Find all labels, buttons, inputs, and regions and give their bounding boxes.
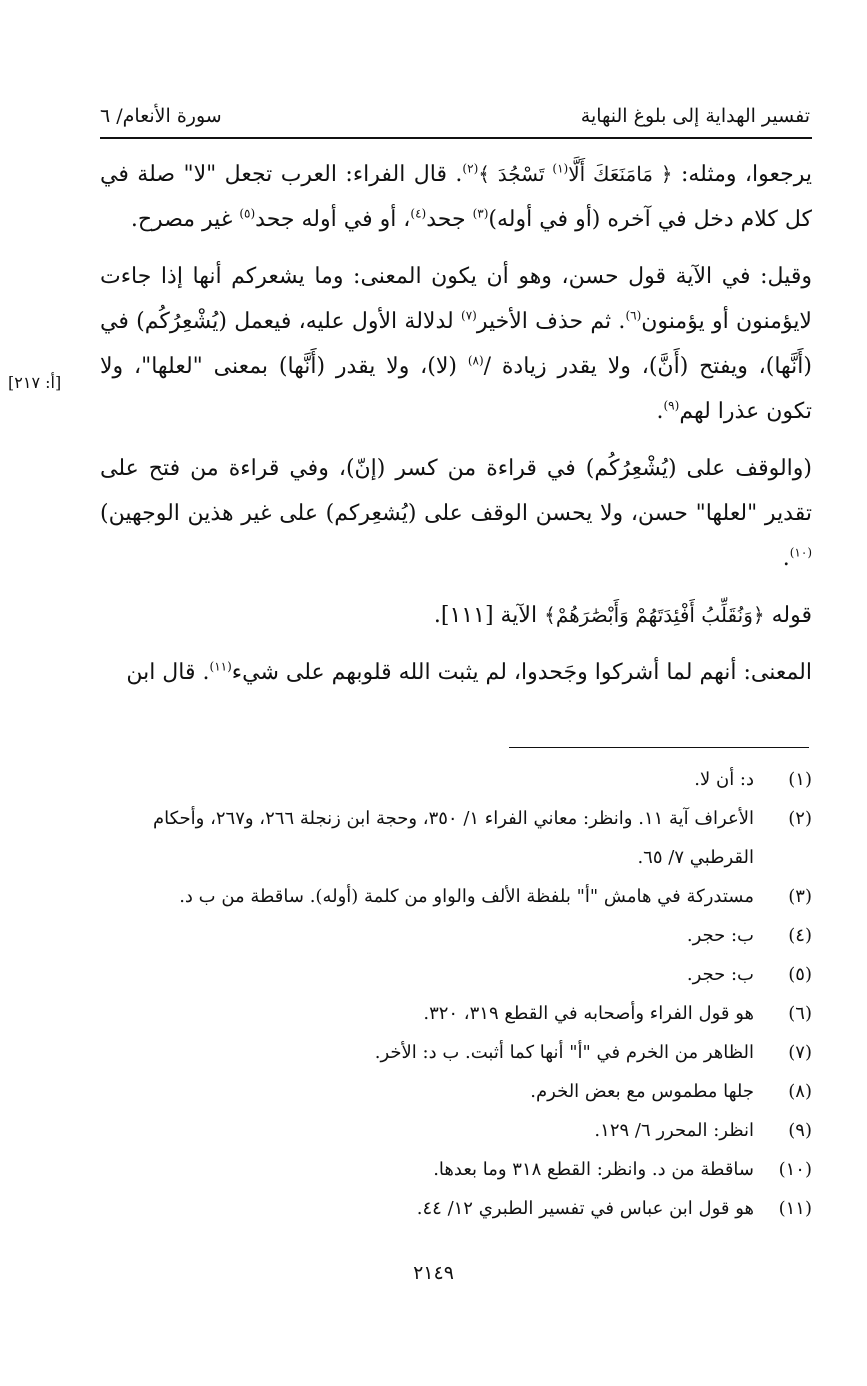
footnote-text: الظاهر من الخرم في "أ" أنها كما أثبت. ب د: الأخر. [374,1042,754,1063]
footnote-text: ب: حجر. [686,964,754,985]
footnote-text: مستدركة في هامش "أ" بلفظة الألف والواو من كلمة (أوله). ساقطة من ب د. [179,886,754,907]
paragraph: المعنى: أنهم لما أشركوا وجَحدوا، لم يثبت الله قلوبهم على شيء$^{(١١)}$. قال ابن [126,659,812,685]
footnote-number: (١) [788,769,812,790]
footnote-number: (٥) [788,964,812,985]
footnote-item [100,1111,812,1150]
body-text [100,152,812,695]
footnote-text: د: أن لا. [694,769,754,790]
footnote-item [100,994,812,1033]
footnote-item [100,916,812,955]
footnote-text: هو قول ابن عباس في تفسير الطبري ١٢/ ٤٤. [416,1198,754,1219]
footnote-number: (٣) [788,886,812,907]
paragraph: وقيل: في الآية قول حسن، وهو أن يكون المعنى: وما يشعركم أنها إذا جاءت لايؤمنون أو يؤمنون$^{(٦)}$. ثم حذف الأخير$^{(٧)}$ لدلالة الأول عليه، فيعمل (يُشْعِرُكُم) في (أَنَّها)، ويفتح (أَنَّ)، ولا يقدر زيادة /$^{(٨)}$ (لا)، ولا يقدر (أَنَّها) بمعنى "لعلها"، ولا تكون عذرا لهم$^{(٩)}$. [100,264,812,424]
footnote-item [100,799,812,877]
footnote-text: ساقطة من د. وانظر: القطع ٣١٨ وما بعدها. [433,1159,754,1180]
footnote-text: هو قول الفراء وأصحابه في القطع ٣١٩، ٣٢٠. [423,1003,754,1024]
footnote-ref[interactable]: (٥) [239,206,256,221]
footnote-item [100,1033,812,1072]
footnote-number: (١١) [778,1198,812,1219]
paragraph: يرجعوا، ومثله: ﴿ مَامَنَعَكَ أَلَّا$^{(١)}$ تَسْجُدَ ﴾$^{(٢)}$. قال الفراء: العرب تجعل "لا" صلة في كل كلام دخل في آخره (أو في أوله)$^{(٣)}$ جحد$^{(٤)}$، أو في أوله جحد$^{(٥)}$ غير مصرح. [100,161,812,232]
header-rule [100,137,812,139]
footnote-item [100,1072,812,1111]
footnote-item [100,760,812,799]
footnote-ref[interactable]: (١١) [209,659,232,674]
quran-verse: تَسْجُدَ ﴾ [478,162,553,186]
footnote-number: (٤) [788,925,812,946]
page-number: ٢١٤٩ [413,1262,454,1284]
footnote-ref[interactable]: (١) [552,161,569,176]
paragraph: قوله ﴿وَنُقَلِّبُ أَفْئِدَتَهُمْ وَأَبْصَٰرَهُمْ﴾ الآية [١١١]. [433,603,812,628]
footnote-ref[interactable]: (٧) [461,308,477,323]
footnote-text: الأعراف آية ١١. وانظر: معاني الفراء ١/ ٣٥٠، وحجة ابن زنجلة ٢٦٦، و٢٦٧، وأحكام القرطبي ٧/ ٦٥. [152,808,754,868]
footnotes-list [100,760,812,1228]
quran-verse: ﴿وَنُقَلِّبُ أَفْئِدَتَهُمْ وَأَبْصَٰرَهُمْ﴾ [544,603,765,627]
footnote-separator [509,747,809,748]
footnote-number: (١٠) [778,1159,812,1180]
paragraph: (والوقف على (يُشْعِرُكُم) في قراءة من كسر (إنّ)، وفي قراءة من فتح على تقدير "لعلها" حسن، ولا يحسن الوقف على (يُشعِركم) على غير هذين الوجهين)$^{(١٠)}$. [100,456,812,571]
book-title: تفسير الهداية إلى بلوغ النهاية [580,105,810,127]
surah-label: سورة الأنعام/ ٦ [100,105,222,127]
manuscript-margin-ref: [أ: ٢١٧] [8,373,62,392]
footnote-ref[interactable]: (٩) [663,398,680,413]
footnote-number: (٦) [788,1003,812,1024]
footnote-ref[interactable]: (٨) [467,353,484,368]
footnote-ref[interactable]: (٤) [410,206,427,221]
footnote-ref[interactable]: (٦) [625,308,642,323]
footnote-item [100,955,812,994]
footnote-item [100,877,812,916]
footnote-text: انظر: المحرر ٦/ ١٢٩. [594,1120,754,1141]
running-header [100,96,810,136]
footnote-number: (٩) [788,1120,812,1141]
footnote-ref[interactable]: (٢) [462,161,479,176]
footnote-ref[interactable]: (١٠) [789,545,812,560]
footnote-number: (٨) [788,1081,812,1102]
footnote-number: (٧) [788,1042,812,1063]
footnote-item [100,1189,812,1228]
footnote-item [100,1150,812,1189]
quran-verse: ﴿ مَامَنَعَكَ أَلَّا [568,162,673,186]
footnote-text: ب: حجر. [686,925,754,946]
footnote-number: (٢) [788,808,812,829]
footnote-text: جلها مطموس مع بعض الخرم. [530,1081,754,1102]
footnote-ref[interactable]: (٣) [472,206,489,221]
